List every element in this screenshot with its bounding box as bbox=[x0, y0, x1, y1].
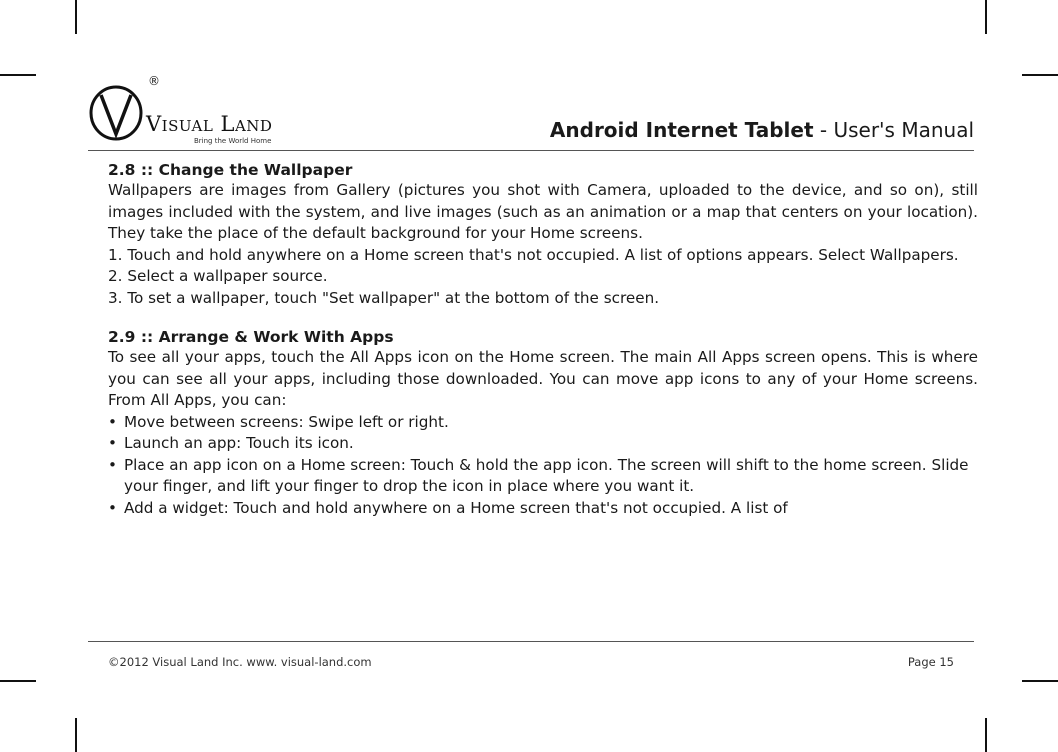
step-text: Select a wallpaper source. bbox=[127, 267, 328, 285]
bullet-icon: • bbox=[108, 498, 117, 517]
footer-page-number: Page 15 bbox=[907, 655, 954, 669]
bullet-text: Launch an app: Touch its icon. bbox=[124, 434, 354, 452]
list-item bbox=[108, 288, 978, 310]
crop-mark-right-top bbox=[1022, 74, 1058, 76]
step-number: 2. bbox=[108, 267, 123, 285]
list-item bbox=[108, 245, 978, 267]
bullet-text: Add a widget: Touch and hold anywhere on a Home screen that's not occupied. A list of bbox=[124, 498, 788, 517]
registered-mark: ® bbox=[148, 74, 160, 88]
page-header bbox=[88, 74, 974, 150]
crop-mark-top-left bbox=[75, 0, 77, 34]
section-spacer bbox=[108, 309, 978, 327]
list-item bbox=[108, 266, 978, 288]
bullet-text: Move between screens: Swipe left or right. bbox=[124, 412, 449, 431]
document-title-bold: Android Internet Tablet bbox=[549, 118, 814, 142]
list-item bbox=[108, 455, 978, 498]
logo-v-emblem-icon bbox=[88, 80, 146, 142]
footer-rule bbox=[88, 641, 974, 642]
section-heading-2-9: 2.9 :: Arrange & Work With Apps bbox=[108, 328, 394, 346]
document-title bbox=[550, 118, 974, 142]
list-item bbox=[108, 498, 978, 520]
crop-mark-bottom-left bbox=[75, 718, 77, 752]
footer-copyright: ©2012 Visual Land Inc. www. visual-land.com bbox=[108, 655, 372, 669]
step-number: 3. bbox=[108, 288, 123, 307]
crop-mark-top-right bbox=[985, 0, 987, 34]
crop-mark-left-bottom bbox=[0, 680, 36, 682]
brand-tagline: Bring the World Home bbox=[194, 137, 272, 145]
bullet-icon: • bbox=[108, 434, 117, 452]
crop-mark-right-bottom bbox=[1022, 680, 1058, 682]
section-heading-2-8: 2.8 :: Change the Wallpaper bbox=[108, 161, 353, 179]
list-item bbox=[108, 412, 978, 434]
section-2-8-intro: Wallpapers are images from Gallery (pictures you shot with Camera, uploaded to the device, and so on), still images included with the system, and live images (such as an animation or a map that centers on your location). They take the place of the default background for your Home screens. bbox=[108, 181, 978, 242]
step-text: To set a wallpaper, touch "Set wallpaper" at the bottom of the screen. bbox=[127, 288, 660, 307]
header-rule bbox=[88, 150, 974, 151]
crop-mark-left-top bbox=[0, 74, 36, 76]
bullet-icon: • bbox=[108, 455, 117, 474]
bullet-icon: • bbox=[108, 412, 117, 431]
step-number: 1. bbox=[108, 245, 123, 264]
page-content bbox=[108, 160, 978, 519]
crop-mark-bottom-right bbox=[985, 718, 987, 752]
step-text: Touch and hold anywhere on a Home screen that's not occupied. A list of options appears. Select Wallpapers. bbox=[127, 245, 959, 264]
wallpaper-steps-list bbox=[108, 245, 978, 310]
list-item bbox=[108, 433, 978, 455]
apps-bullet-list bbox=[108, 412, 978, 520]
section-2-9-intro: To see all your apps, touch the All Apps icon on the Home screen. The main All Apps screen opens. This is where you can see all your apps, including those downloaded. You can move app icons to any of your Home screens. From All Apps, you can: bbox=[108, 348, 978, 409]
bullet-text: Place an app icon on a Home screen: Touch & hold the app icon. The screen will shift to the home screen. Slide your finger, and lift your finger to drop the icon in place where you want it. bbox=[124, 455, 969, 495]
brand-logo bbox=[88, 74, 328, 144]
brand-name: Visual Land bbox=[146, 112, 273, 136]
document-title-rest: - User's Manual bbox=[813, 118, 974, 142]
